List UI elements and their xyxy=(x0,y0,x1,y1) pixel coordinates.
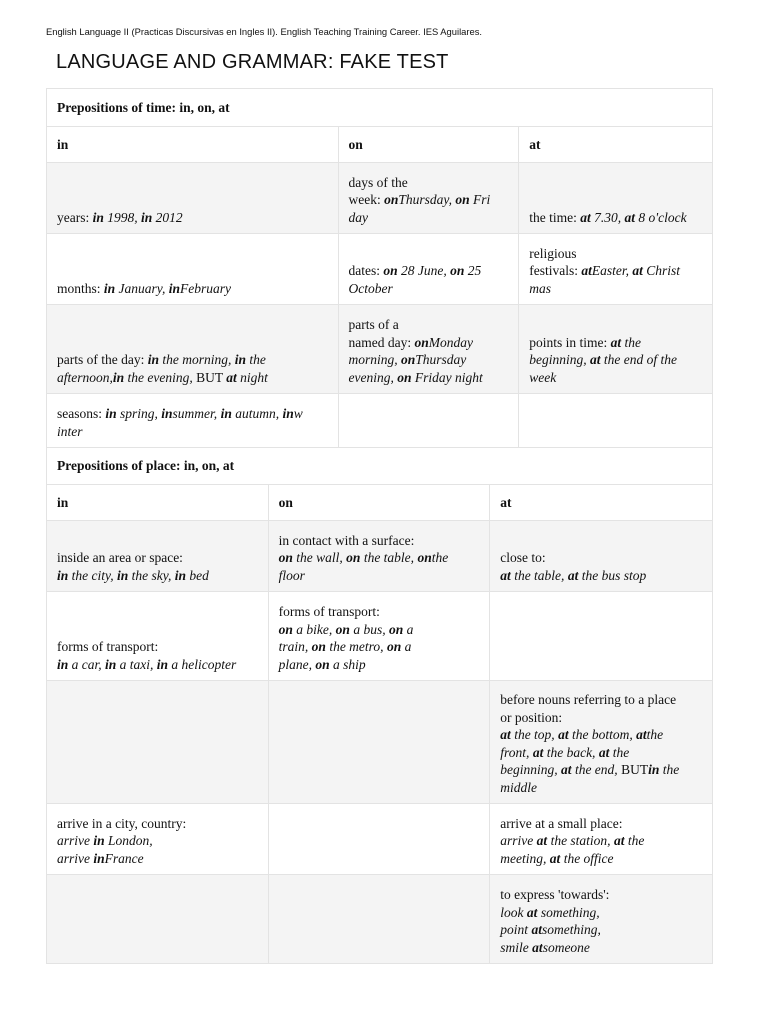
page-title: LANGUAGE AND GRAMMAR: FAKE TEST xyxy=(56,51,449,73)
table-cell xyxy=(47,875,269,964)
table-cell xyxy=(338,394,519,448)
table-cell: in contact with a surface: on the wall, on the table, onthe floor xyxy=(268,521,490,592)
table-cell xyxy=(490,592,713,681)
table-row xyxy=(47,681,713,804)
table-cell xyxy=(47,681,269,804)
table-cell: inside an area or space: in the city, in the sky, in bed xyxy=(47,521,269,592)
section-heading-time: Prepositions of time: in, on, at xyxy=(47,89,713,127)
table-row xyxy=(47,234,713,305)
table-row xyxy=(47,394,713,448)
column-header-in: in xyxy=(47,485,269,521)
table-cell: forms of transport: on a bike, on a bus, on a train, on the metro, on a plane, on a ship xyxy=(268,592,490,681)
table-row xyxy=(47,875,713,964)
table-cell xyxy=(268,681,490,804)
column-header-in: in xyxy=(47,127,339,163)
table-row xyxy=(47,592,713,681)
table-cell: seasons: in spring, insummer, in autumn, inw inter xyxy=(47,394,339,448)
table-cell: dates: on 28 June, on 25 October xyxy=(338,234,519,305)
page-header: English Language II (Practicas Discursivas en Ingles II). English Teaching Training Career. IES Aguilares. xyxy=(46,26,482,37)
table-cell: parts of the day: in the morning, in the afternoon,in the evening, BUT at night xyxy=(47,305,339,394)
table-cell: to express 'towards': look at something, point atsomething, smile atsomeone xyxy=(490,875,713,964)
column-header-on: on xyxy=(338,127,519,163)
table-cell xyxy=(268,804,490,875)
table-row xyxy=(47,521,713,592)
table-cell: arrive in a city, country: arrive in London, arrive inFrance xyxy=(47,804,269,875)
table-cell: forms of transport: in a car, in a taxi, in a helicopter xyxy=(47,592,269,681)
table-cell: parts of a named day: onMonday morning, onThursday evening, on Friday night xyxy=(338,305,519,394)
table-row xyxy=(47,804,713,875)
prepositions-of-time-table xyxy=(46,88,713,448)
table-cell: points in time: at the beginning, at the end of the week xyxy=(519,305,713,394)
table-cell xyxy=(268,875,490,964)
table-cell: religious festivals: atEaster, at Christ mas xyxy=(519,234,713,305)
column-header-on: on xyxy=(268,485,490,521)
table-row xyxy=(47,305,713,394)
column-header-at: at xyxy=(519,127,713,163)
section-heading-place: Prepositions of place: in, on, at xyxy=(47,448,713,485)
table-row xyxy=(47,163,713,234)
table-cell: before nouns referring to a place or position: at the top, at the bottom, atthe front, at the back, at the beginning, at the end, BUTin the middle xyxy=(490,681,713,804)
column-header-at: at xyxy=(490,485,713,521)
table-cell: arrive at a small place: arrive at the station, at the meeting, at the office xyxy=(490,804,713,875)
table-cell: close to: at the table, at the bus stop xyxy=(490,521,713,592)
table-cell: the time: at 7.30, at 8 o'clock xyxy=(519,163,713,234)
table-cell: years: in 1998, in 2012 xyxy=(47,163,339,234)
table-cell: months: in January, inFebruary xyxy=(47,234,339,305)
table-cell xyxy=(519,394,713,448)
prepositions-of-place-table xyxy=(46,447,713,964)
table-cell: days of the week: onThursday, on Fri day xyxy=(338,163,519,234)
